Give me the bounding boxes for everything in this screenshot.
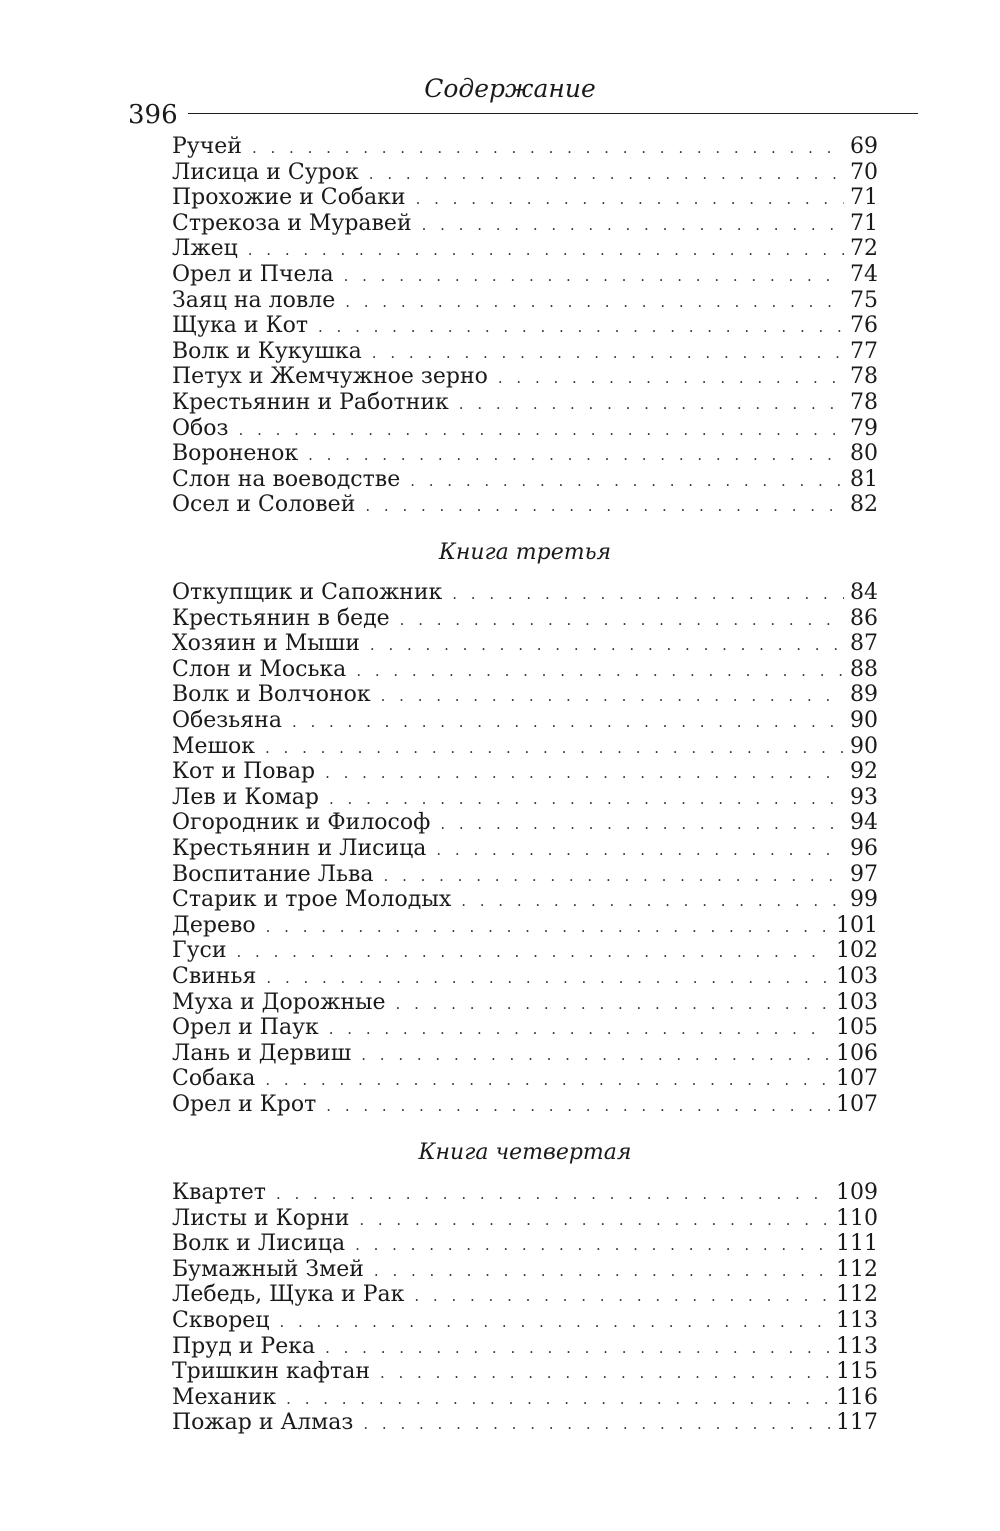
toc-entry xyxy=(172,810,878,836)
toc-dot-leader xyxy=(237,940,831,966)
toc-dot-leader xyxy=(380,1361,830,1387)
toc-dot-leader xyxy=(308,443,844,469)
header-divider xyxy=(188,113,918,114)
toc-entry-page: 87 xyxy=(850,631,878,657)
toc-entry-page: 106 xyxy=(836,1040,878,1066)
toc-entry xyxy=(172,492,878,518)
toc-dot-leader xyxy=(422,213,844,239)
toc-dot-leader xyxy=(266,966,830,992)
toc-entry-title: Мешок xyxy=(172,733,255,759)
toc-entry xyxy=(172,938,878,964)
toc-entry-page: 74 xyxy=(850,261,878,287)
toc-entry-title: Обезьяна xyxy=(172,707,282,733)
toc-entry-title: Старик и трое Молодых xyxy=(172,887,452,913)
toc-entry-title: Огородник и Философ xyxy=(172,810,431,836)
toc-dot-leader xyxy=(365,494,844,520)
toc-entry-title: Щука и Кот xyxy=(172,313,309,339)
toc-entry-title: Тришкин кафтан xyxy=(172,1359,370,1385)
toc-entry-page: 71 xyxy=(850,185,878,211)
toc-entry-title: Слон на воеводстве xyxy=(172,466,401,492)
toc-entry xyxy=(172,364,878,390)
toc-entry xyxy=(172,211,878,237)
toc-dot-leader xyxy=(344,264,844,290)
toc-entry-page: 84 xyxy=(850,580,878,605)
toc-dot-leader xyxy=(279,1310,830,1336)
toc-entry xyxy=(172,1385,878,1411)
toc-entry-page: 81 xyxy=(850,466,878,492)
page-number: 396 xyxy=(128,100,178,130)
toc-entry-title: Волк и Лисица xyxy=(172,1231,346,1257)
toc-entry xyxy=(172,1015,878,1041)
toc-entry-page: 96 xyxy=(850,835,878,861)
toc-dot-leader xyxy=(440,812,844,838)
toc-entry xyxy=(172,887,878,913)
toc-dot-leader xyxy=(318,315,844,341)
toc-entry-page: 97 xyxy=(850,861,878,887)
toc-entry-title: Откупщик и Сапожник xyxy=(172,580,443,605)
toc-entry-page: 115 xyxy=(836,1359,878,1385)
toc-dot-leader xyxy=(359,1208,830,1234)
toc-entry-title: Орел и Крот xyxy=(172,1091,317,1117)
toc-entry xyxy=(172,657,878,683)
toc-entry xyxy=(172,1231,878,1257)
toc-entry-title: Лань и Дервиш xyxy=(172,1040,352,1066)
toc-dot-leader xyxy=(372,341,844,367)
toc-dot-leader xyxy=(416,187,844,213)
toc-dot-leader xyxy=(414,1284,830,1310)
toc-dot-leader xyxy=(252,136,844,162)
toc-entry-title: Кот и Повар xyxy=(172,759,316,785)
toc-entry-page: 90 xyxy=(850,733,878,759)
toc-entry xyxy=(172,1180,878,1206)
toc-dot-leader xyxy=(370,633,844,659)
toc-list-book-4 xyxy=(172,1180,878,1436)
toc-entry xyxy=(172,1041,878,1067)
toc-entry-page: 101 xyxy=(836,912,878,938)
toc-entry-title: Стрекоза и Муравей xyxy=(172,210,412,236)
toc-entry-page: 93 xyxy=(850,784,878,810)
toc-dot-leader xyxy=(266,915,830,941)
toc-dot-leader xyxy=(459,392,844,418)
toc-dot-leader xyxy=(363,1412,830,1438)
toc-entry xyxy=(172,1066,878,1092)
toc-entry xyxy=(172,990,878,1016)
toc-entry-title: Лисица и Сурок xyxy=(172,159,359,185)
toc-entry-title: Муха и Дорожные xyxy=(172,989,386,1015)
toc-entry-page: 80 xyxy=(850,441,878,467)
toc-entry-title: Собака xyxy=(172,1066,256,1092)
toc-entry xyxy=(172,262,878,288)
toc-entry-title: Прохожие и Собаки xyxy=(172,185,406,211)
toc-entry-page: 109 xyxy=(836,1180,878,1205)
toc-entry-title: Ручей xyxy=(172,134,242,159)
toc-entry xyxy=(172,1206,878,1232)
toc-entry-page: 112 xyxy=(836,1256,878,1282)
toc-list-book-2 xyxy=(172,134,878,518)
toc-entry-page: 103 xyxy=(836,963,878,989)
toc-entry-title: Квартет xyxy=(172,1180,266,1205)
toc-entry xyxy=(172,160,878,186)
toc-entry-title: Обоз xyxy=(172,415,229,441)
toc-dot-leader xyxy=(361,1043,830,1069)
toc-entry-title: Дерево xyxy=(172,912,256,938)
toc-entry-page: 77 xyxy=(850,338,878,364)
toc-dot-leader xyxy=(345,290,844,316)
toc-entry xyxy=(172,1308,878,1334)
toc-entry-title: Заяц на ловле xyxy=(172,287,336,313)
toc-entry-page: 79 xyxy=(850,415,878,441)
toc-entry xyxy=(172,339,878,365)
toc-entry-title: Пруд и Река xyxy=(172,1333,316,1359)
toc-entry-page: 70 xyxy=(850,159,878,185)
toc-entry-page: 78 xyxy=(850,389,878,415)
toc-dot-leader xyxy=(381,684,844,710)
toc-entry xyxy=(172,1282,878,1308)
toc-dot-leader xyxy=(400,608,844,634)
toc-entry-title: Петух и Жемчужное зерно xyxy=(172,364,488,390)
toc-entry-page: 69 xyxy=(850,134,878,159)
toc-dot-leader xyxy=(329,787,844,813)
toc-entry xyxy=(172,1257,878,1283)
toc-dot-leader xyxy=(396,992,830,1018)
toc-entry xyxy=(172,964,878,990)
toc-entry-page: 105 xyxy=(836,1015,878,1041)
toc-dot-leader xyxy=(265,736,844,762)
toc-entry xyxy=(172,708,878,734)
toc-entry-title: Крестьянин и Работник xyxy=(172,389,449,415)
toc-entry-title: Пожар и Алмаз xyxy=(172,1410,354,1436)
toc-dot-leader xyxy=(239,418,844,444)
toc-dot-leader xyxy=(265,1068,830,1094)
toc-entry xyxy=(172,836,878,862)
toc-entry-title: Механик xyxy=(172,1384,277,1410)
toc-entry-title: Бумажный Змей xyxy=(172,1256,364,1282)
toc-dot-leader xyxy=(369,162,844,188)
toc-entry xyxy=(172,682,878,708)
toc-dot-leader xyxy=(461,889,844,915)
toc-entry-page: 75 xyxy=(850,287,878,313)
toc-entry-title: Крестьянин в беде xyxy=(172,605,390,631)
page-title: Содержание xyxy=(424,74,596,103)
toc-entry xyxy=(172,1334,878,1360)
toc-entry xyxy=(172,862,878,888)
toc-entry-page: 92 xyxy=(850,759,878,785)
toc-entry xyxy=(172,467,878,493)
toc-dot-leader xyxy=(325,761,844,787)
toc-dot-leader xyxy=(384,864,844,890)
toc-entry xyxy=(172,416,878,442)
toc-entry-title: Волк и Волчонок xyxy=(172,682,371,708)
toc-entry xyxy=(172,288,878,314)
toc-entry-page: 111 xyxy=(836,1231,878,1257)
toc-entry-title: Орел и Паук xyxy=(172,1015,319,1041)
toc-entry xyxy=(172,580,878,606)
toc-entry xyxy=(172,441,878,467)
toc-dot-leader xyxy=(452,582,844,608)
toc-entry xyxy=(172,631,878,657)
toc-list-book-3 xyxy=(172,580,878,1117)
toc-entry-title: Осел и Соловей xyxy=(172,492,356,518)
toc-entry-page: 103 xyxy=(836,989,878,1015)
toc-entry xyxy=(172,606,878,632)
toc-entry-page: 86 xyxy=(850,605,878,631)
toc-entry-title: Свинья xyxy=(172,963,257,989)
toc-entry xyxy=(172,185,878,211)
toc-entry-page: 116 xyxy=(836,1384,878,1410)
section-heading-book-4: Книга четвертая xyxy=(418,1140,632,1165)
toc-entry-page: 102 xyxy=(836,938,878,964)
toc-dot-leader xyxy=(326,1094,830,1120)
toc-entry-page: 71 xyxy=(850,210,878,236)
toc-dot-leader xyxy=(325,1336,830,1362)
toc-entry-title: Скворец xyxy=(172,1307,270,1333)
toc-entry-title: Слон и Моська xyxy=(172,656,347,682)
toc-entry-page: 110 xyxy=(836,1205,878,1231)
toc-dot-leader xyxy=(276,1182,830,1208)
toc-entry xyxy=(172,390,878,416)
toc-dot-leader xyxy=(286,1387,830,1413)
toc-entry-title: Орел и Пчела xyxy=(172,261,334,287)
toc-entry xyxy=(172,1410,878,1436)
toc-entry-page: 113 xyxy=(836,1333,878,1359)
toc-entry-title: Крестьянин и Лисица xyxy=(172,835,427,861)
toc-entry-title: Лебедь, Щука и Рак xyxy=(172,1282,405,1308)
toc-entry-page: 117 xyxy=(836,1410,878,1436)
toc-dot-leader xyxy=(292,710,844,736)
toc-entry-page: 94 xyxy=(850,810,878,836)
toc-entry xyxy=(172,785,878,811)
toc-dot-leader xyxy=(355,1233,830,1259)
toc-entry-page: 72 xyxy=(850,236,878,262)
toc-dot-leader xyxy=(329,1017,830,1043)
toc-dot-leader xyxy=(498,366,844,392)
toc-entry xyxy=(172,134,878,160)
toc-entry-page: 76 xyxy=(850,313,878,339)
toc-entry-page: 112 xyxy=(836,1282,878,1308)
toc-entry xyxy=(172,1092,878,1118)
toc-entry xyxy=(172,236,878,262)
toc-entry-page: 99 xyxy=(850,887,878,913)
toc-entry xyxy=(172,313,878,339)
toc-dot-leader xyxy=(374,1259,830,1285)
toc-dot-leader xyxy=(248,238,844,264)
toc-entry xyxy=(172,734,878,760)
toc-entry-page: 107 xyxy=(836,1066,878,1092)
toc-dot-leader xyxy=(436,838,844,864)
toc-entry-title: Вороненок xyxy=(172,441,299,467)
toc-entry-title: Гуси xyxy=(172,938,227,964)
toc-entry-page: 107 xyxy=(836,1091,878,1117)
toc-entry xyxy=(172,913,878,939)
toc-entry-page: 89 xyxy=(850,682,878,708)
toc-entry-title: Лев и Комар xyxy=(172,784,319,810)
toc-entry-title: Воспитание Льва xyxy=(172,861,374,887)
toc-entry-page: 90 xyxy=(850,707,878,733)
toc-entry xyxy=(172,1359,878,1385)
toc-dot-leader xyxy=(410,469,844,495)
toc-entry-page: 82 xyxy=(850,492,878,518)
toc-entry-title: Листы и Корни xyxy=(172,1205,350,1231)
toc-entry xyxy=(172,759,878,785)
toc-entry-title: Хозяин и Мыши xyxy=(172,631,360,657)
toc-entry-page: 78 xyxy=(850,364,878,390)
toc-entry-page: 88 xyxy=(850,656,878,682)
section-heading-book-3: Книга третья xyxy=(438,540,612,565)
toc-entry-title: Волк и Кукушка xyxy=(172,338,362,364)
toc-entry-title: Лжец xyxy=(172,236,238,262)
toc-dot-leader xyxy=(356,659,844,685)
toc-entry-page: 113 xyxy=(836,1307,878,1333)
